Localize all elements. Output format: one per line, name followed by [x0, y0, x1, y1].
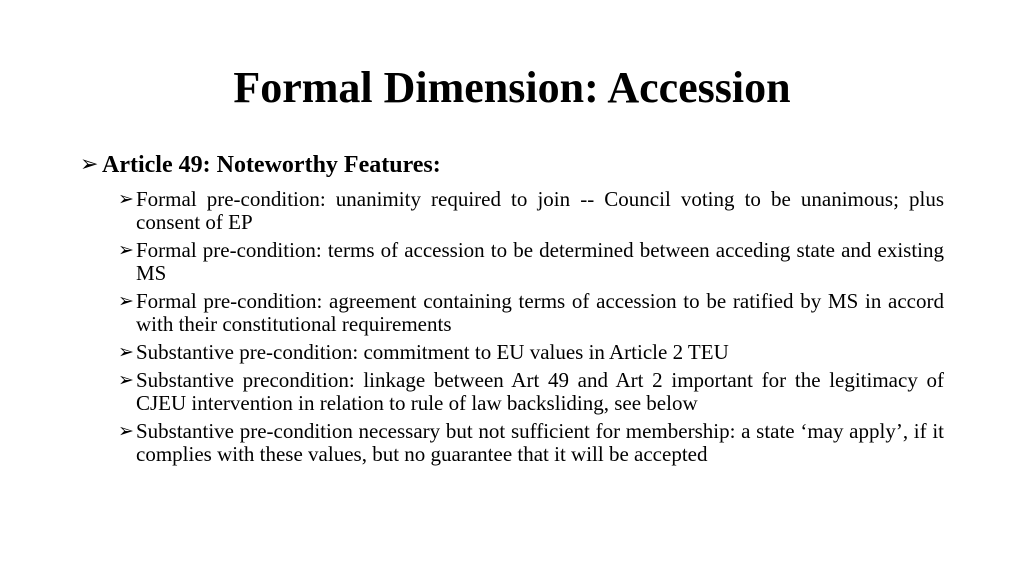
list-item [118, 239, 944, 285]
bullet-text: Formal pre-condition: unanimity required to join -- Council voting to be unanimous; plus consent of EP [136, 187, 944, 234]
list-item [118, 188, 944, 234]
arrow-bullet-icon: ➢ [118, 341, 134, 363]
bullet-text: Substantive pre-condition: commitment to EU values in Article 2 TEU [136, 340, 729, 364]
bullet-text: Formal pre-condition: terms of accession to be determined between acceding state and existing MS [136, 238, 944, 285]
arrow-bullet-icon: ➢ [118, 420, 134, 442]
arrow-bullet-icon: ➢ [118, 290, 134, 312]
sub-bullet-list [118, 188, 944, 471]
bullet-heading: Article 49: Noteworthy Features: [102, 152, 441, 178]
arrow-bullet-icon: ➢ [118, 369, 134, 391]
list-item [118, 369, 944, 415]
list-item [118, 420, 944, 466]
bullet-text: Substantive precondition: linkage between Art 49 and Art 2 important for the legitimacy of CJEU intervention in relation to rule of law backsliding, see below [136, 368, 944, 415]
bullet-text: Formal pre-condition: agreement containing terms of accession to be ratified by MS in accord with their constitutional requirements [136, 289, 944, 336]
arrow-bullet-icon: ➢ [118, 188, 134, 210]
arrow-bullet-icon: ➢ [80, 152, 99, 177]
list-item [118, 341, 944, 364]
list-item [118, 290, 944, 336]
arrow-bullet-icon: ➢ [118, 239, 134, 261]
bullet-text: Substantive pre-condition necessary but not sufficient for membership: a state ‘may apply’, if it complies with these values, but no guarantee that it will be accepted [136, 419, 944, 466]
level1-bullet [80, 150, 950, 180]
slide-title: Formal Dimension: Accession [233, 63, 791, 112]
